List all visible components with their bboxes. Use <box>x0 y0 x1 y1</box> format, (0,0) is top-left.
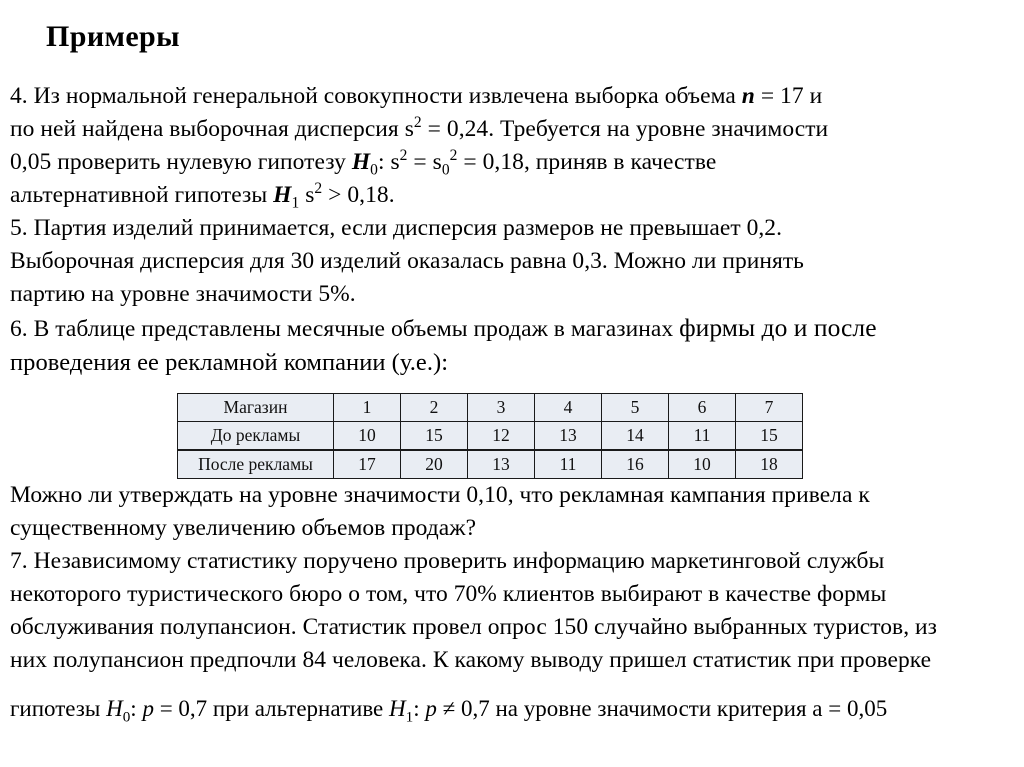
problem-4-line-1-text-a: 4. Из нормальной генеральной совокупности извлечена выборка объема <box>10 83 742 109</box>
problem-7-variable-p-first: p <box>142 696 154 721</box>
problem-7-hypothesis-h0-subscript: 0 <box>122 708 131 726</box>
problem-4-line-3-text-b: : s <box>377 149 400 175</box>
problem-5-line-2: Выборочная дисперсия для 30 изделий оказалась равна 0,3. Можно ли принять <box>10 248 804 274</box>
problem-4-line-3 <box>10 146 1016 179</box>
table-header-store-6: 6 <box>669 394 736 422</box>
table-header-store-1: 1 <box>334 394 401 422</box>
table-cell-before-7: 15 <box>736 422 803 451</box>
table-row <box>178 394 803 422</box>
problem-4-line-3-text-d: = 0,18, приняв в качестве <box>457 149 717 175</box>
problem-6-line-1-text-b: фирмы до и после <box>679 313 877 342</box>
problem-4-variable-n: n <box>741 83 755 109</box>
problem-7-final-text-a: гипотезы <box>10 696 107 721</box>
problem-6-question-line-1: Можно ли утверждать на уровне значимости 0,10, что рекламная кампания привела к <box>10 482 870 508</box>
problem-4-line-2-text-a: по ней найдена выборочная дисперсия s <box>10 116 414 142</box>
table-header-store-5: 5 <box>602 394 669 422</box>
problem-4-line-2-superscript: 2 <box>413 114 422 132</box>
problem-5-line-3: партию на уровне значимости 5%. <box>10 281 356 307</box>
problem-7-variable-p-second: p <box>425 696 437 721</box>
problem-7-final-text-b: : <box>130 696 143 721</box>
problem-6-line-2: проведения ее рекламной компании (у.е.): <box>10 349 449 376</box>
problem-7-final-line <box>10 694 887 724</box>
problem-4-line-1-text-b: = 17 и <box>754 83 823 109</box>
problem-4-line-3-text-c: = s <box>407 149 442 175</box>
table-header-store-7: 7 <box>736 394 803 422</box>
problem-7-hypothesis-h1-subscript: 1 <box>405 708 414 726</box>
table-header-store-3: 3 <box>468 394 535 422</box>
problem-4-line-4-text-b: s <box>299 182 315 208</box>
table-header-store-4: 4 <box>535 394 602 422</box>
problem-7-final-text-c: = 0,7 при альтернативе <box>153 696 390 721</box>
table-row <box>178 450 803 479</box>
problem-7-line-3: обслуживания полупансион. Статистик провел опрос 150 случайно выбранных туристов, из <box>10 614 937 640</box>
table-cell-before-3: 12 <box>468 422 535 451</box>
table-cell-after-1: 17 <box>334 450 401 479</box>
table-cell-after-7: 18 <box>736 450 803 479</box>
table-cell-before-2: 15 <box>401 422 468 451</box>
page-title: Примеры <box>46 20 180 53</box>
problem-4-line-3-superscript-2: 2 <box>449 147 458 165</box>
problem-6-line-1-text-a: 6. В таблице представлены месячные объемы продаж в магазинах <box>10 316 680 342</box>
problem-7-line-1: 7. Независимому статистику поручено проверить информацию маркетинговой службы <box>10 548 885 574</box>
problem-4-hypothesis-h1: H <box>273 182 292 208</box>
table-cell-before-1: 10 <box>334 422 401 451</box>
problem-6-question-line-2: существенному увеличению объемов продаж? <box>10 515 477 541</box>
body-text-block <box>10 80 1016 677</box>
problem-4-hypothesis-h0-subscript: 0 <box>370 161 378 179</box>
table-rowheader-before-ads: До рекламы <box>178 422 334 451</box>
problem-4-line-3-superscript-1: 2 <box>399 147 408 165</box>
table-cell-before-4: 13 <box>535 422 602 451</box>
table-cell-after-4: 11 <box>535 450 602 479</box>
sales-table <box>177 393 803 479</box>
problem-4-line-4-superscript: 2 <box>314 180 323 198</box>
problem-4-hypothesis-h0: H <box>351 149 371 175</box>
problem-4-line-3-text-a: 0,05 проверить нулевую гипотезу <box>10 149 352 175</box>
sales-table-container <box>177 393 803 479</box>
table-header-store-2: 2 <box>401 394 468 422</box>
problem-4-line-4 <box>10 179 1016 212</box>
table-header-store: Магазин <box>178 394 334 422</box>
table-row <box>178 422 803 451</box>
problem-4-line-1 <box>10 80 1016 113</box>
problem-7-final-text-d: : <box>413 696 426 721</box>
problem-4-line-4-text-c: > 0,18. <box>322 182 395 208</box>
problem-7-hypothesis-h0: H <box>106 696 123 721</box>
table-cell-after-6: 10 <box>669 450 736 479</box>
table-rowheader-after-ads: После рекламы <box>178 450 334 479</box>
problem-7-final-text-e: ≠ 0,7 на уровне значимости критерия a = 0,05 <box>436 696 888 721</box>
problem-5-line-1: 5. Партия изделий принимается, если дисперсия размеров не превышает 0,2. <box>10 215 783 241</box>
problem-6-line-1 <box>10 311 1016 346</box>
problem-4-line-2 <box>10 113 1016 146</box>
problem-4-hypothesis-h1-subscript: 1 <box>291 194 300 212</box>
table-cell-after-2: 20 <box>401 450 468 479</box>
problem-4-line-3-subscript-2: 0 <box>441 161 450 179</box>
table-cell-after-3: 13 <box>468 450 535 479</box>
problem-4-line-4-text-a: альтернативной гипотезы <box>10 182 274 208</box>
table-cell-before-5: 14 <box>602 422 669 451</box>
problem-7-line-4: них полупансион предпочли 84 человека. К какому выводу пришел статистик при проверке <box>10 647 932 673</box>
problem-7-hypothesis-h1: H <box>389 696 406 721</box>
problem-7-line-2: некоторого туристического бюро о том, что 70% клиентов выбирают в качестве формы <box>10 581 887 607</box>
table-cell-after-5: 16 <box>602 450 669 479</box>
problem-4-line-2-text-b: = 0,24. Требуется на уровне значимости <box>421 116 829 142</box>
table-cell-before-6: 11 <box>669 422 736 451</box>
